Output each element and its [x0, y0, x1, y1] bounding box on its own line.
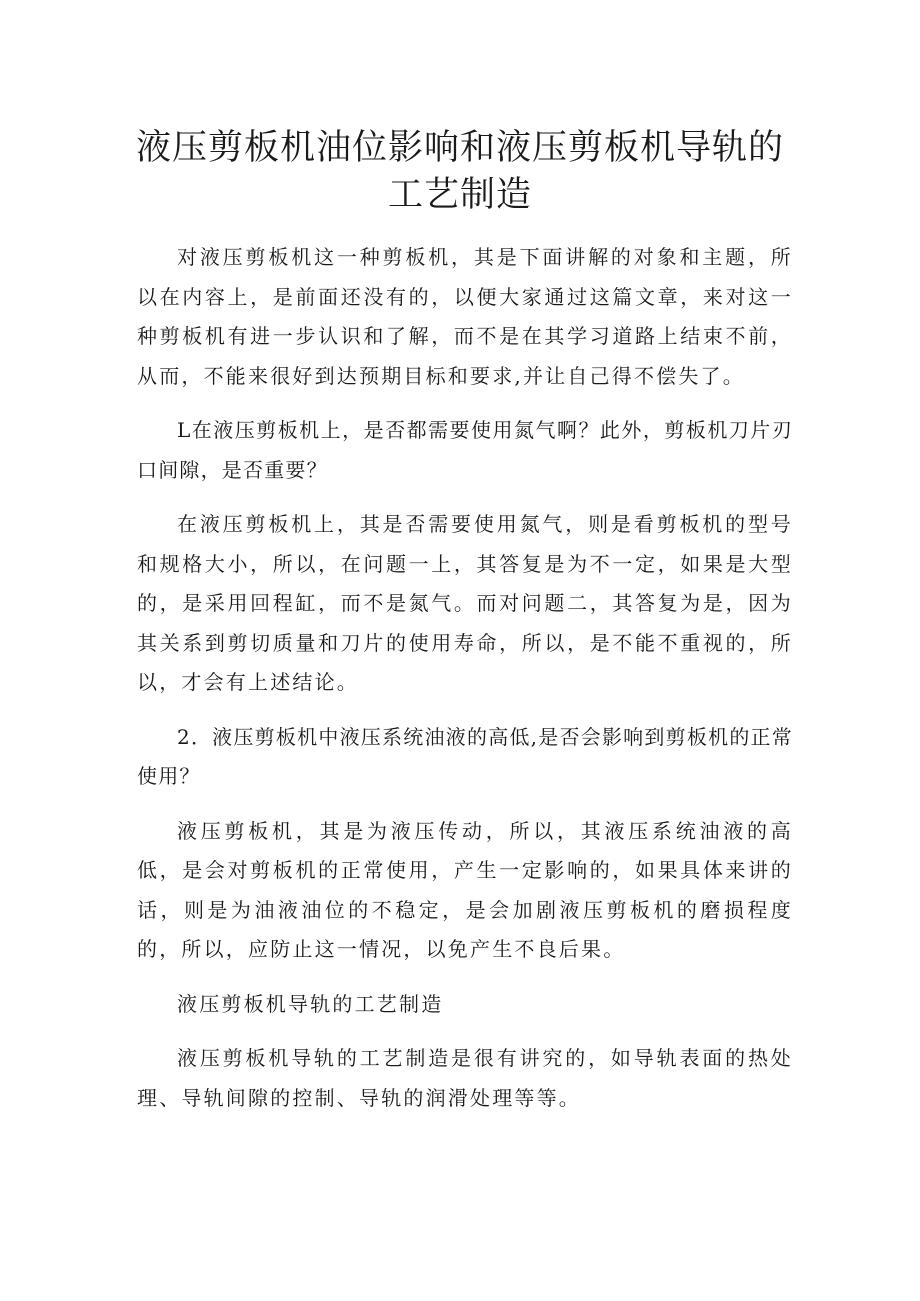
paragraph-question-2: 2．液压剪板机中液压系统油液的高低,是否会影响到剪板机的正常使用？: [137, 724, 793, 788]
paragraph-answer-1: 在液压剪板机上，其是否需要使用氮气，则是看剪板机的型号和规格大小，所以，在问题一上，其答复是为不一定，如果是大型的，是采用回程缸，而不是氮气。而对问题二，其答复为是，因为其关系到剪切质量和刀片的使用寿命，所以，是不能不重视的，所以，才会有上述结论。: [137, 512, 793, 694]
section-heading: 液压剪板机导轨的工艺制造: [177, 991, 444, 1016]
paragraph-intro: 对液压剪板机这一种剪板机，其是下面讲解的对象和主题，所以在内容上，是前面还没有的，以便大家通过这篇文章，来对这一种剪板机有进一步认识和了解，而不是在其学习道路上结束不前，从而，不能来很好到达预期目标和要求,并让自己得不偿失了。: [137, 245, 793, 388]
paragraph-question-1: L在液压剪板机上，是否都需要使用氮气啊？此外，剪板机刀片刃口间隙，是否重要？: [137, 418, 793, 482]
document-body: [137, 238, 793, 1118]
document-title-line-2: 工艺制造: [387, 175, 532, 215]
document-title-line-1: 液压剪板机油位影响和液压剪板机导轨的: [135, 128, 784, 168]
paragraph-answer-2: 液压剪板机，其是为液压传动，所以，其液压系统油液的高低，是会对剪板机的正常使用，产生一定影响的，如果具体来讲的话，则是为油液油位的不稳定，是会加剧液压剪板机的磨损程度的，所以，应防止这一情况，以免产生不良后果。: [137, 818, 793, 961]
paragraph-guide-rail: 液压剪板机导轨的工艺制造是很有讲究的，如导轨表面的热处理、导轨间隙的控制、导轨的润滑处理等等。: [137, 1046, 793, 1110]
